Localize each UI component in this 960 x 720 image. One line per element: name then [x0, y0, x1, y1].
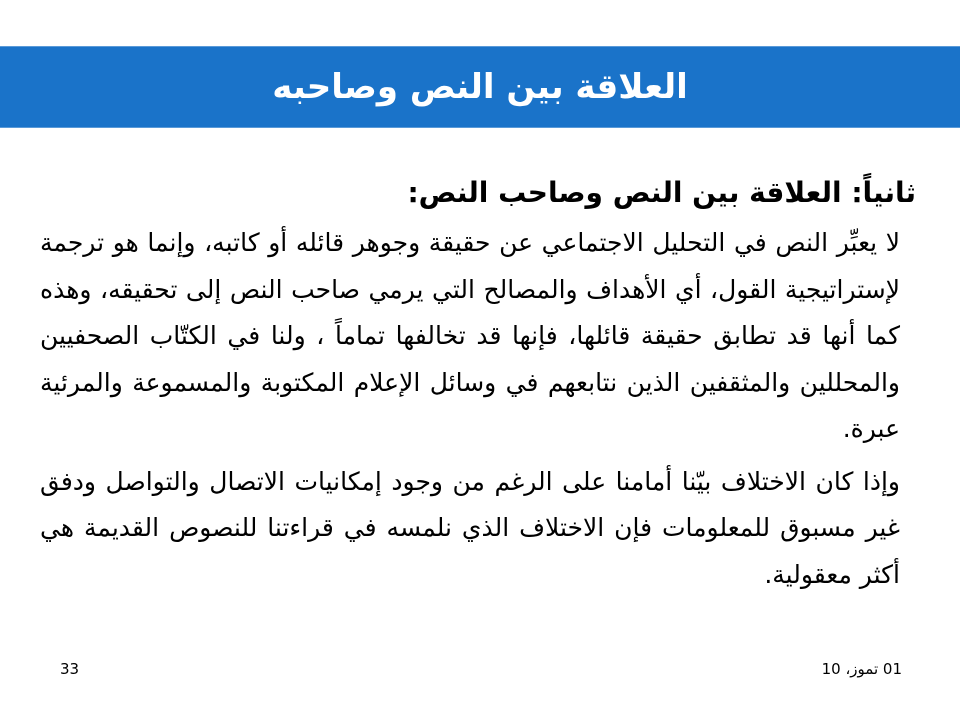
slide-body: [40, 170, 920, 598]
section-heading: ثانياً: العلاقة بين النص وصاحب النص:: [407, 176, 916, 209]
paragraph-1: لا يعبِّر النص في التحليل الاجتماعي عن حقيقة وجوهر قائله أو كاتبه، وإنما هو ترجمة لإستراتيجية القول، أي الأهداف والمصالح التي يرمي صاحب النص إلى تحقيقه، وهذه كما أنها قد تطابق حقيقة قائلها، فإنها قد تخالفها تماماً ، ولنا في الكتّاب الصحفيين والمحللين والمثقفين الذين نتابعهم في وسائل الإعلام المكتوبة والمسموعة والمرئية عبرة.: [40, 228, 900, 443]
slide-title-bar: [0, 46, 960, 128]
paragraph-2: وإذا كان الاختلاف بيّنا أمامنا على الرغم من وجود إمكانيات الاتصال والتواصل ودفق غير مسبوق للمعلومات فإن الاختلاف الذي نلمسه في قراءتنا للنصوص القديمة هي أكثر معقولية.: [40, 466, 900, 589]
footer-date: 01 تموز، 10: [821, 660, 902, 678]
slide-title: العلاقة بين النص وصاحبه: [272, 67, 688, 107]
page-number: 33: [60, 660, 80, 678]
